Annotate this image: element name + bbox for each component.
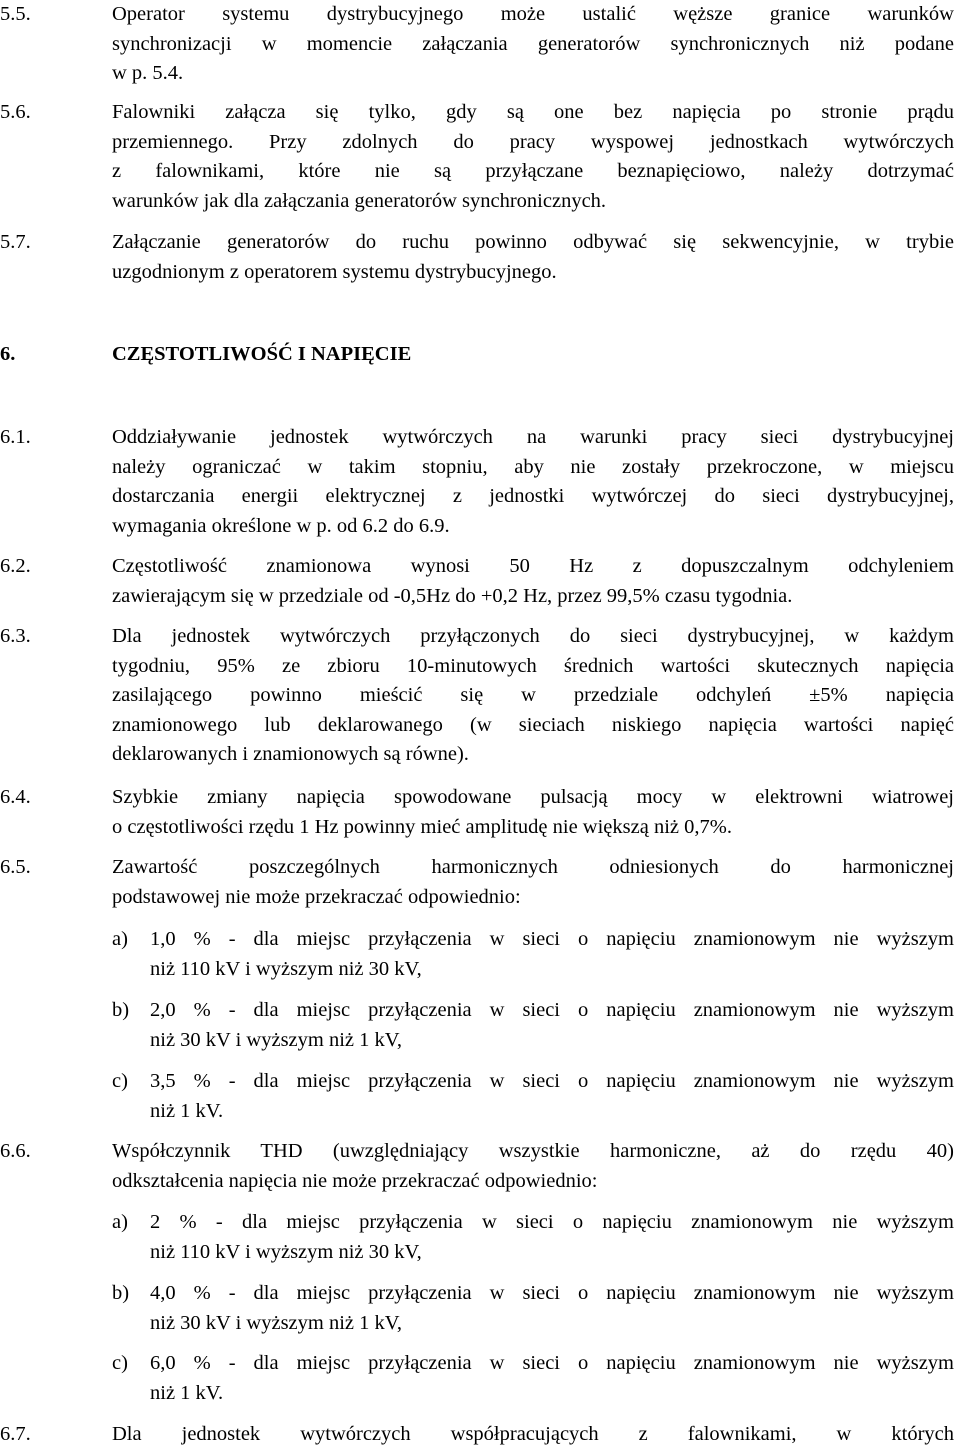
list-letter: c) bbox=[112, 1352, 128, 1374]
section-text bbox=[112, 1137, 954, 1196]
text-line: Załączanie generatorów do ruchu powinno odbywać się sekwencyjnie, w trybie bbox=[112, 231, 954, 253]
chapter-title: CZĘSTOTLIWOŚĆ I NAPIĘCIE bbox=[112, 343, 412, 365]
text-line: niż 30 kV i wyższym niż 1 kV, bbox=[150, 1028, 403, 1051]
text-line: przemiennego. Przy zdolnych do pracy wyspowej jednostkach wytwórczych bbox=[112, 130, 954, 153]
list-letter: a) bbox=[112, 928, 128, 950]
section-text bbox=[112, 783, 954, 842]
text-line: należy ograniczać w takim stopniu, aby nie zostały przekroczone, w miejscu bbox=[112, 455, 954, 478]
text-line: wymagania określone w p. od 6.2 do 6.9. bbox=[112, 514, 450, 537]
text-line: niż 1 kV. bbox=[150, 1381, 224, 1404]
text-line: zawierającym się w przedziale od -0,5Hz do +0,2 Hz, przez 99,5% czasu tygodnia. bbox=[112, 584, 793, 607]
section-text bbox=[112, 1420, 954, 1450]
section-text bbox=[112, 423, 954, 541]
text-line: z falownikami, które nie są przyłączane beznapięciowo, należy dotrzymać bbox=[112, 160, 954, 183]
section-number: 6.4. bbox=[0, 786, 31, 808]
text-line: podstawowej nie może przekraczać odpowiednio: bbox=[112, 885, 521, 908]
text-line: niż 30 kV i wyższym niż 1 kV, bbox=[150, 1311, 403, 1334]
text-line: Operator systemu dystrybucyjnego może ustalić węższe granice warunków bbox=[112, 3, 954, 25]
text-line: dostarczania energii elektrycznej z jednostki wytwórczej do sieci dystrybucyjnej, bbox=[112, 485, 954, 508]
text-line: Częstotliwość znamionowa wynosi 50 Hz z dopuszczalnym odchyleniem bbox=[112, 555, 954, 577]
list-letter: c) bbox=[112, 1070, 128, 1092]
text-line: znamionowego lub deklarowanego (w sieciach niskiego napięcia wartości napięć bbox=[112, 713, 954, 736]
list-letter: b) bbox=[112, 999, 130, 1021]
text-line: niż 1 kV. bbox=[150, 1099, 224, 1122]
section-number: 5.6. bbox=[0, 101, 31, 123]
section-text bbox=[112, 228, 954, 287]
text-line: niż 110 kV i wyższym niż 30 kV, bbox=[150, 957, 422, 980]
text-line: o częstotliwości rzędu 1 Hz powinny mieć amplitudę nie większą niż 0,7%. bbox=[112, 815, 732, 838]
list-letter: b) bbox=[112, 1282, 130, 1304]
text-line: 6,0 % - dla miejsc przyłączenia w sieci o napięciu znamionowym nie wyższym bbox=[150, 1352, 954, 1374]
text-line: Szybkie zmiany napięcia spowodowane pulsacją mocy w elektrowni wiatrowej bbox=[112, 786, 954, 808]
chapter-number: 6. bbox=[0, 343, 16, 365]
section-number: 6.7. bbox=[0, 1423, 31, 1445]
text-line: deklarowanych i znamionowych są równe). bbox=[112, 743, 469, 766]
text-line: Współczynnik THD (uwzględniający wszystkie harmoniczne, aż do rzędu 40) bbox=[112, 1140, 954, 1162]
section-number: 6.5. bbox=[0, 856, 31, 878]
section-number: 6.6. bbox=[0, 1140, 31, 1162]
section-number: 6.2. bbox=[0, 555, 31, 577]
text-line: Dla jednostek wytwórczych współpracujących z falownikami, w których bbox=[112, 1423, 954, 1445]
text-line: Zawartość poszczególnych harmonicznych odniesionych do harmonicznej bbox=[112, 856, 954, 878]
text-line: w p. 5.4. bbox=[112, 62, 184, 85]
text-line: 3,5 % - dla miejsc przyłączenia w sieci o napięciu znamionowym nie wyższym bbox=[150, 1070, 954, 1092]
text-line: uzgodnionym z operatorem systemu dystrybucyjnego. bbox=[112, 260, 557, 283]
text-line: 2 % - dla miejsc przyłączenia w sieci o napięciu znamionowym nie wyższym bbox=[150, 1211, 954, 1233]
section-number: 5.5. bbox=[0, 3, 31, 25]
text-line: synchronizacji w momencie załączania generatorów synchronicznych niż podane bbox=[112, 32, 954, 55]
text-line: niż 110 kV i wyższym niż 30 kV, bbox=[150, 1240, 422, 1263]
list-letter: a) bbox=[112, 1211, 128, 1233]
section-text bbox=[112, 552, 954, 611]
section-text bbox=[112, 98, 954, 216]
text-line: Dla jednostek wytwórczych przyłączonych do sieci dystrybucyjnej, w każdym bbox=[112, 625, 954, 647]
text-line: tygodniu, 95% ze zbioru 10-minutowych średnich wartości skutecznych napięcia bbox=[112, 654, 954, 677]
section-number: 6.3. bbox=[0, 625, 31, 647]
section-text bbox=[112, 853, 954, 912]
text-line: odkształcenia napięcia nie może przekraczać odpowiednio: bbox=[112, 1169, 598, 1192]
section-text bbox=[112, 0, 954, 89]
text-line: Oddziaływanie jednostek wytwórczych na warunki pracy sieci dystrybucyjnej bbox=[112, 426, 954, 448]
section-number: 6.1. bbox=[0, 426, 31, 448]
text-line: 2,0 % - dla miejsc przyłączenia w sieci o napięciu znamionowym nie wyższym bbox=[150, 999, 954, 1021]
text-line: warunków jak dla załączania generatorów synchronicznych. bbox=[112, 189, 607, 212]
text-line: zasilającego powinno mieścić się w przedziale odchyleń ±5% napięcia bbox=[112, 684, 954, 707]
text-line: Falowniki załącza się tylko, gdy są one bez napięcia po stronie prądu bbox=[112, 101, 954, 123]
text-line: 4,0 % - dla miejsc przyłączenia w sieci o napięciu znamionowym nie wyższym bbox=[150, 1282, 954, 1304]
section-number: 5.7. bbox=[0, 231, 31, 253]
section-text bbox=[112, 622, 954, 770]
text-line: 1,0 % - dla miejsc przyłączenia w sieci o napięciu znamionowym nie wyższym bbox=[150, 928, 954, 950]
